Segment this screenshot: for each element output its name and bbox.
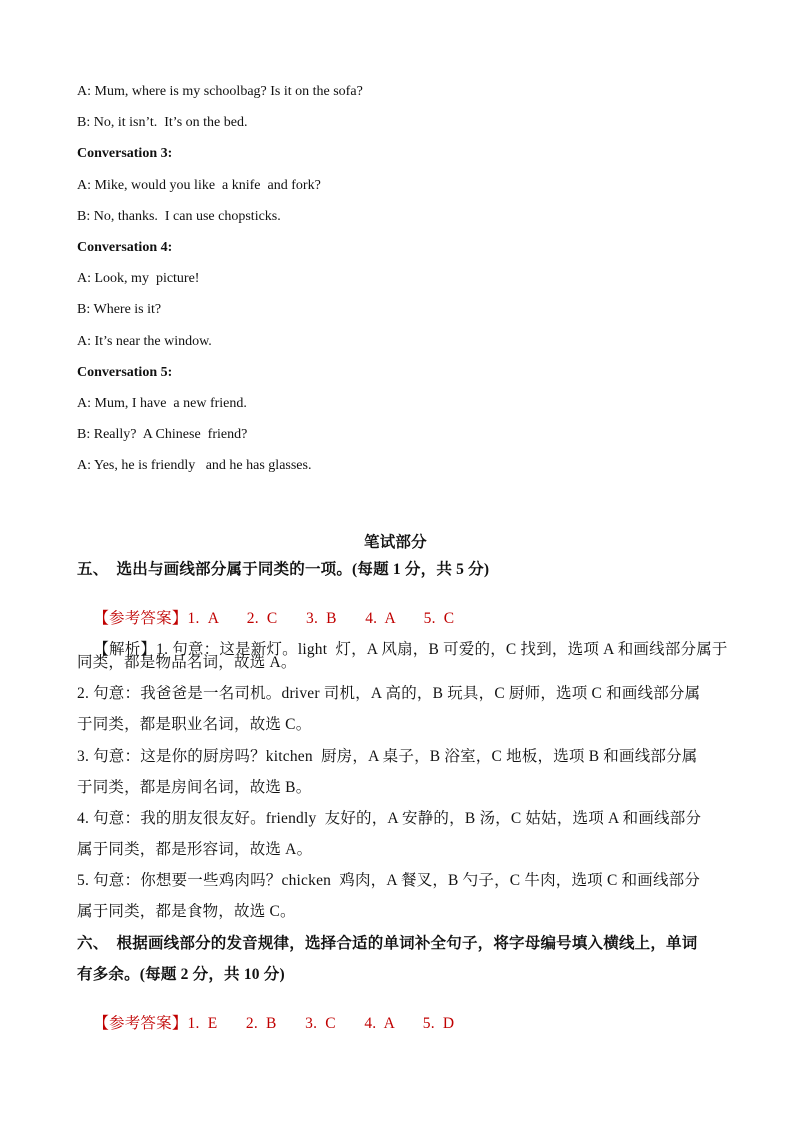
answer-values: 1. A 2. C 3. B 4. A 5. C [187,610,455,627]
dialogue-line: A: Mum, I have a new friend. [77,396,247,411]
answer-label: 【参考答案】 [93,1015,188,1032]
analysis-line: 属于同类，都是食物，故选 C。 [77,903,296,920]
conversation-heading: Conversation 4: [77,240,173,255]
dialogue-line: B: Really? A Chinese friend? [77,427,248,442]
section-6-answers [77,997,454,1051]
analysis-text: 1. 句意：这是新灯。light 灯，A 风扇，B 可爱的，C 找到，选项 A 和画线部分属于 [156,641,728,658]
dialogue-line: B: No, thanks. I can use chopsticks. [77,209,281,224]
analysis-label: 【解析】 [93,641,157,658]
conversation-heading: Conversation 3: [77,146,173,161]
dialogue-line: A: Look, my picture! [77,271,200,286]
section-6-heading: 六、 根据画线部分的发音规律，选择合适的单词补全句子，将字母编号填入横线上，单词 [77,935,698,952]
section-6-heading-cont: 有多余。(每题 2 分，共 10 分) [77,966,285,983]
analysis-line: 于同类，都是职业名词，故选 C。 [77,716,312,733]
dialogue-line: B: No, it isn’t. It’s on the bed. [77,115,248,130]
written-part-title: 笔试部分 [364,534,427,551]
analysis-line: 4. 句意：我的朋友很友好。friendly 友好的，A 安静的，B 汤，C 姑姑，选项 A 和画线部分 [77,810,702,827]
dialogue-line: A: It’s near the window. [77,334,212,349]
analysis-line: 5. 句意：你想要一些鸡肉吗？chicken 鸡肉，A 餐叉，B 勺子，C 牛肉，选项 C 和画线部分 [77,872,701,889]
analysis-line: 3. 句意：这是你的厨房吗？kitchen 厨房，A 桌子，B 浴室，C 地板，选项 B 和画线部分属 [77,748,698,765]
dialogue-line: A: Mum, where is my schoolbag? Is it on the sofa? [77,84,363,99]
answer-label: 【参考答案】 [93,610,188,627]
section-5-heading: 五、 选出与画线部分属于同类的一项。(每题 1 分，共 5 分) [77,561,490,578]
dialogue-line: A: Yes, he is friendly and he has glasses. [77,458,312,473]
conversation-heading: Conversation 5: [77,365,173,380]
dialogue-line: B: Where is it? [77,302,162,317]
analysis-line: 属于同类，都是形容词，故选 A。 [77,841,313,858]
analysis-line: 2. 句意：我爸爸是一名司机。driver 司机，A 高的，B 玩具，C 厨师，选项 C 和画线部分属 [77,685,701,702]
analysis-line: 同类，都是物品名词，故选 A。 [77,654,297,671]
analysis-line: 于同类，都是房间名词，故选 B。 [77,779,312,796]
answer-values: 1. E 2. B 3. C 4. A 5. D [187,1015,455,1032]
dialogue-line: A: Mike, would you like a knife and fork? [77,178,321,193]
